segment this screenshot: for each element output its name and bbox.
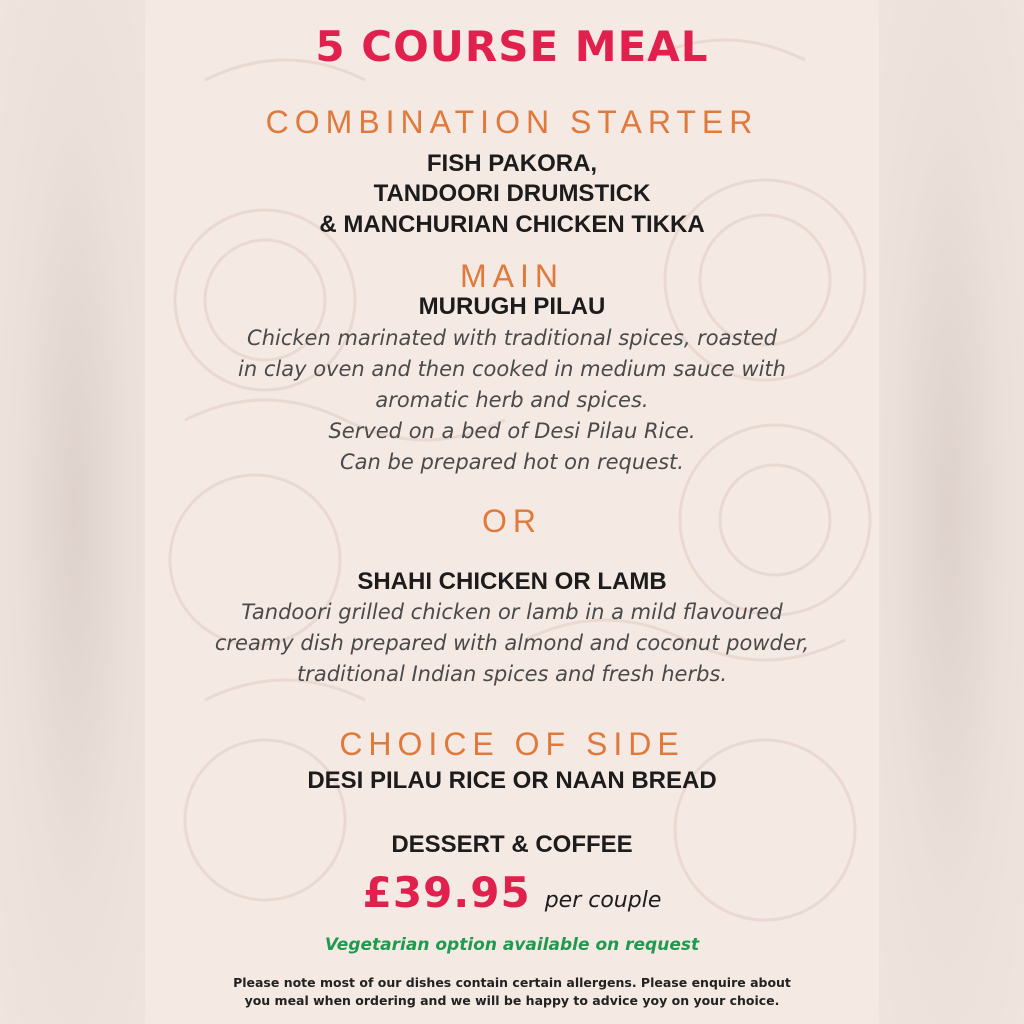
description-line: in clay oven and then cooked in medium sauce with bbox=[238, 357, 786, 381]
main-heading: MAIN bbox=[460, 258, 564, 294]
description-line: Served on a bed of Desi Pilau Rice. bbox=[328, 419, 696, 443]
description-line: aromatic herb and spices. bbox=[375, 388, 649, 412]
description-line: Can be prepared hot on request. bbox=[340, 450, 684, 474]
side-item: DESI PILAU RICE OR NAAN BREAD bbox=[307, 767, 717, 794]
allergen-line: Please note most of our dishes contain certain allergens. Please enquire about bbox=[233, 975, 791, 990]
allergen-line: you meal when ordering and we will be happy to advice yoy on your choice. bbox=[244, 993, 780, 1008]
price-row bbox=[0, 868, 1024, 917]
dessert-item: DESSERT & COFFEE bbox=[391, 831, 633, 858]
main-dish-description bbox=[0, 323, 1024, 478]
starter-line: & MANCHURIAN CHICKEN TIKKA bbox=[319, 211, 705, 238]
main-dish-name: MURUGH PILAU bbox=[418, 293, 606, 320]
vegetarian-note: Vegetarian option available on request bbox=[324, 935, 700, 955]
side-heading: CHOICE OF SIDE bbox=[339, 726, 685, 762]
price-amount: £39.95 bbox=[362, 868, 531, 917]
description-line: Chicken marinated with traditional spices, roasted bbox=[247, 326, 777, 350]
description-line: traditional Indian spices and fresh herbs. bbox=[296, 662, 728, 686]
description-line: Tandoori grilled chicken or lamb in a mild flavoured bbox=[241, 600, 783, 624]
price-unit: per couple bbox=[544, 888, 662, 913]
starter-line: TANDOORI DRUMSTICK bbox=[373, 180, 651, 207]
description-line: creamy dish prepared with almond and coconut powder, bbox=[214, 631, 810, 655]
starter-heading: COMBINATION STARTER bbox=[265, 104, 759, 140]
or-label: OR bbox=[482, 503, 542, 539]
starter-line: FISH PAKORA, bbox=[426, 150, 598, 177]
main-dish-name: SHAHI CHICKEN OR LAMB bbox=[357, 568, 667, 595]
allergen-note bbox=[0, 974, 1024, 1010]
main-dish-description bbox=[0, 597, 1024, 690]
menu-title: 5 COURSE MEAL bbox=[315, 22, 709, 71]
